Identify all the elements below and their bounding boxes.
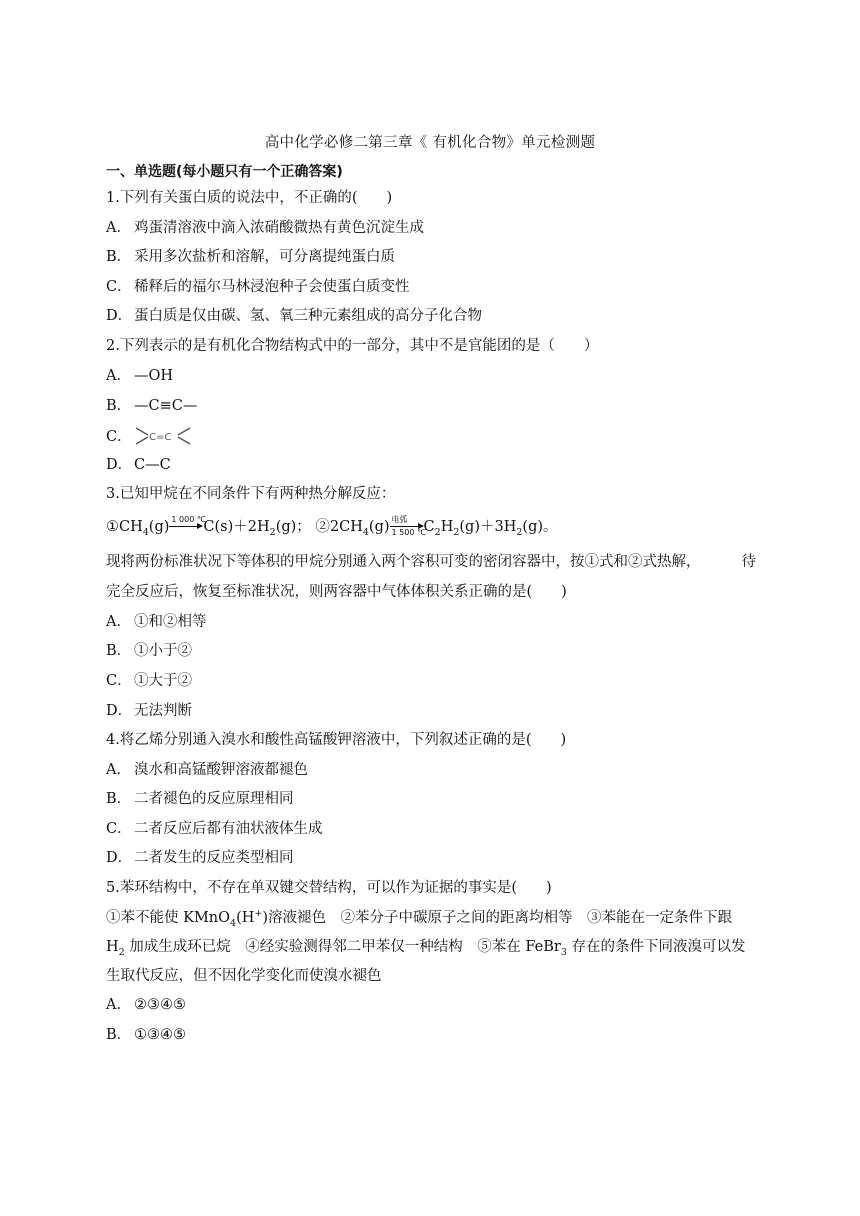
question-3-option-a: A． ①和②相等 [106,614,207,630]
question-1-stem: 1.下列有关蛋白质的说法中，不正确的( ) [106,190,393,206]
question-1-option-d: D． 蛋白质是仅由碳、氢、氧三种元素组成的高分子化合物 [106,308,482,324]
question-1-option-a: A． 鸡蛋清溶液中滴入浓硝酸微热有黄色沉淀生成 [106,220,424,236]
question-1-option-b: B． 采用多次盐析和溶解，可分离提纯蛋白质 [106,249,395,265]
section-heading: 一、单选题(每小题只有一个正确答案) [106,164,343,180]
question-2-option-a: A． —OH [106,368,174,384]
question-3-stem: 3.已知甲烷在不同条件下有两种热分解反应： [106,486,396,502]
question-2-option-b: B． —C≡C— [106,398,198,414]
question-5-facts-line-3: 生取代反应，但不因化学变化而使溴水褪色 [106,968,382,984]
question-3-equations: $①CH_4(g)$ 1 000 ℃ $C(s)+2H_2(g)$； $②2CH_4(g)$ 电弧 1 500 ℃ $C_2H_2(g)+3H_2(g)$。 [106,515,558,538]
question-3-paragraph-line-1: 现将两份标准状况下等体积的甲烷分别通入两个容积可变的密闭容器中，按①式和②式热解， 待 [106,554,756,570]
question-4-option-a: A． 溴水和高锰酸钾溶液都褪色 [106,762,308,778]
question-1-option-c: C． 稀释后的福尔马林浸泡种子会使蛋白质变性 [106,279,410,295]
question-5-option-b: B． ①③④⑤ [106,1027,186,1043]
question-3-option-b: B． ①小于② [106,643,192,659]
question-3-paragraph-line-2: 完全反应后，恢复至标准状况，则两容器中气体体积关系正确的是( ) [106,584,567,600]
question-4-option-d: D． 二者发生的反应类型相同 [106,850,294,866]
question-5-facts-line-1: ①苯不能使 KMnO$_4$(H+)溶液褪色 ②苯分子中碳原子之间的距离均相等 ③苯能在一定条件下跟 [106,908,732,929]
question-4-option-b: B． 二者褪色的反应原理相同 [106,791,294,807]
carbon-double-bond-structure-image [134,425,192,453]
question-2-option-d: D． C—C [106,457,171,473]
question-5-facts-line-2: $H_2$ 加成生成环已烷 ④经实验测得邻二甲苯仅一种结构 ⑤苯在 FeBr$_3$ 存在的条件下同液溴可以发 [106,939,746,958]
document-title: 高中化学必修二第三章《 有机化合物》单元检测题 [264,135,596,151]
question-2-stem: 2.下列表示的是有机化合物结构式中的一部分，其中不是官能团的是（ ） [106,338,599,354]
question-3-option-c: C． ①大于② [106,673,192,689]
question-5-stem: 5.苯环结构中，不存在单双键交替结构，可以作为证据的事实是( ) [106,880,552,896]
question-5-option-a: A． ②③④⑤ [106,997,186,1013]
reaction-arrow-2: 电弧 1 500 ℃ [391,515,426,537]
reaction-arrow-1: 1 000 ℃ [169,515,203,535]
question-2-option-c: C． C=C [106,425,192,453]
question-4-option-c: C． 二者反应后都有油状液体生成 [106,821,323,837]
svg-text:C=C: C=C [149,432,172,443]
question-4-stem: 4.将乙烯分别通入溴水和酸性高锰酸钾溶液中，下列叙述正确的是( ) [106,732,567,748]
question-3-option-d: D． 无法判断 [106,703,192,719]
